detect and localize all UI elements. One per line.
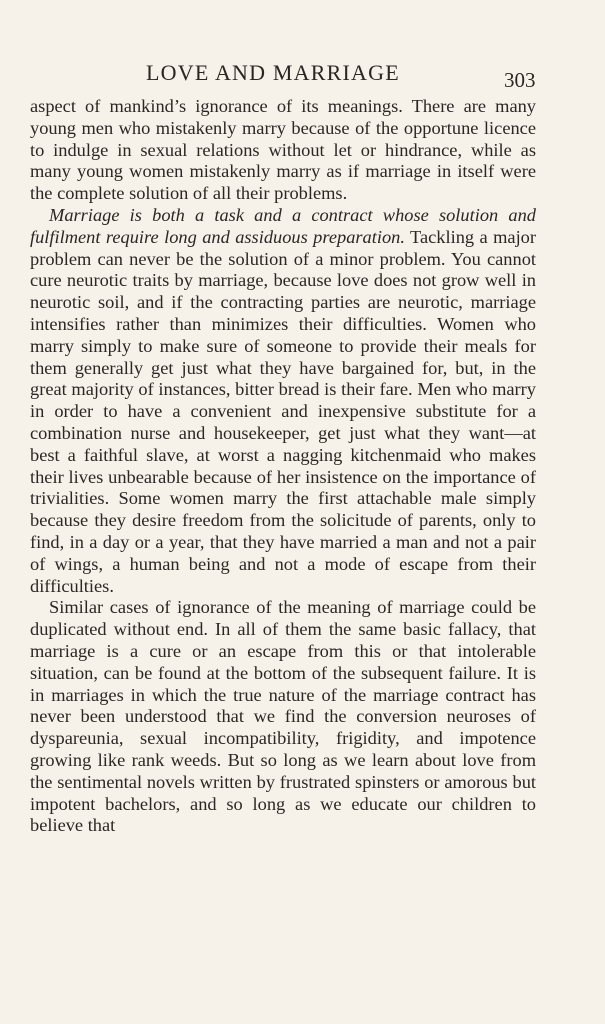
paragraph-2-text: Tackling a major problem can never be the solution of a minor problem. You cannot cure neurotic traits by marriage, because love does not grow well in neurotic soil, and if the contracting parties are neurotic, marriage intensifies rather than minimizes their difficulties. Women who marry simply to make sure of someone to provide their meals for them generally get just what they have bargained for, but, in the great majority of instances, bitter bread is their fare. Men who marry in order to have a convenient and inexpensive substitute for a combination nurse and housekeeper, get just what they want—at best a faithful slave, at worst a nagging kitchenmaid who makes their lives unbearable because of her insistence on the importance of trivialities. Some women marry the first attachable male simply because they desire freedom from the solicitude of parents, only to find, in a day or a year, that they have married a man and not a pair of wings, a human being and not a mode of escape from their difficulties. <box>30 226 536 596</box>
paragraph-2 <box>30 205 536 597</box>
page-number: 303 <box>504 68 536 92</box>
paragraph-2-italic-lead: Marriage is both a task and a contract whose solution and fulfilment require long and assiduous preparation. <box>30 204 536 247</box>
body-text <box>30 96 536 837</box>
running-title: LOVE AND MARRIAGE <box>146 60 400 85</box>
paragraph-1: aspect of mankind’s ignorance of its meanings. There are many young men who mistakenly marry because of the opportune licence to indulge in sexual relations without let or hindrance, while as many young women mistakenly marry as if marriage in itself were the complete solution of all their problems. <box>30 96 536 204</box>
running-head <box>0 60 605 94</box>
paragraph-3: Similar cases of ignorance of the meaning of marriage could be duplicated without end. In all of them the same basic fallacy, that marriage is a cure or an escape from this or that intolerable situation, can be found at the bottom of the subsequent failure. It is in marriages in which the true nature of the marriage contract has never been understood that we find the conversion neuroses of dyspareunia, sexual incompatibility, frigidity, and impotence growing like rank weeds. But so long as we learn about love from the sentimental novels written by frustrated spinsters or amorous but impotent bachelors, and so long as we educate our children to believe that <box>30 597 536 836</box>
